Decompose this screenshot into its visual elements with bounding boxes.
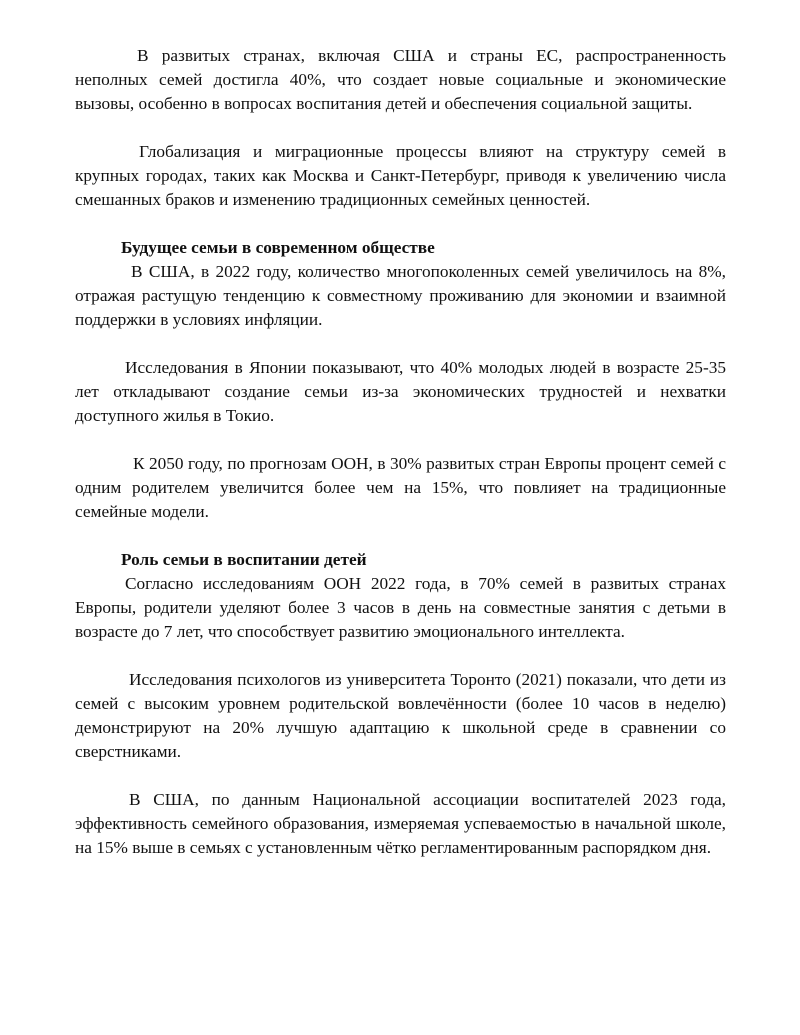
section2-paragraph-3: В США, по данным Национальной ассоциации воспитателей 2023 года, эффективность семейного образования, измеряемая успеваемостью в начальной школе, на 15% выше в семьях с установленным чётко регламентированным распорядком дня. — [75, 790, 726, 857]
section2-paragraph-1: Согласно исследованиям ООН 2022 года, в 70% семей в развитых странах Европы, родители уделяют более 3 часов в день на совместные занятия с детьми в возрасте до 7 лет, что способствует развитию эмоционального интеллекта. — [75, 574, 726, 641]
document-page — [75, 44, 726, 860]
intro-paragraph-2: Глобализация и миграционные процессы влияют на структуру семей в крупных городах, таких как Москва и Санкт-Петербург, приводя к увеличению числа смешанных браков и изменению традиционных семейных ценностей. — [75, 142, 726, 209]
section-heading-future-family: Будущее семьи в современном обществе — [121, 238, 435, 257]
section1-paragraph-3: К 2050 году, по прогнозам ООН, в 30% развитых стран Европы процент семей с одним родителем увеличится более чем на 15%, что повлияет на традиционные семейные модели. — [75, 454, 726, 521]
section1-paragraph-2: Исследования в Японии показывают, что 40% молодых людей в возрасте 25-35 лет откладывают создание семьи из-за экономических трудностей и нехватки доступного жилья в Токио. — [75, 358, 726, 425]
section-heading-family-role: Роль семьи в воспитании детей — [121, 550, 367, 569]
intro-paragraph-1: В развитых странах, включая США и страны ЕС, распространенность неполных семей достигла 40%, что создает новые социальные и экономические вызовы, особенно в вопросах воспитания детей и обеспечения социальной защиты. — [75, 46, 726, 113]
section1-paragraph-1: В США, в 2022 году, количество многопоколенных семей увеличилось на 8%, отражая растущую тенденцию к совместному проживанию для экономии и взаимной поддержки в условиях инфляции. — [75, 262, 726, 329]
section2-paragraph-2: Исследования психологов из университета Торонто (2021) показали, что дети из семей с высоким уровнем родительской вовлечённости (более 10 часов в неделю) демонстрируют на 20% лучшую адаптацию к школьной среде в сравнении со сверстниками. — [75, 670, 726, 761]
